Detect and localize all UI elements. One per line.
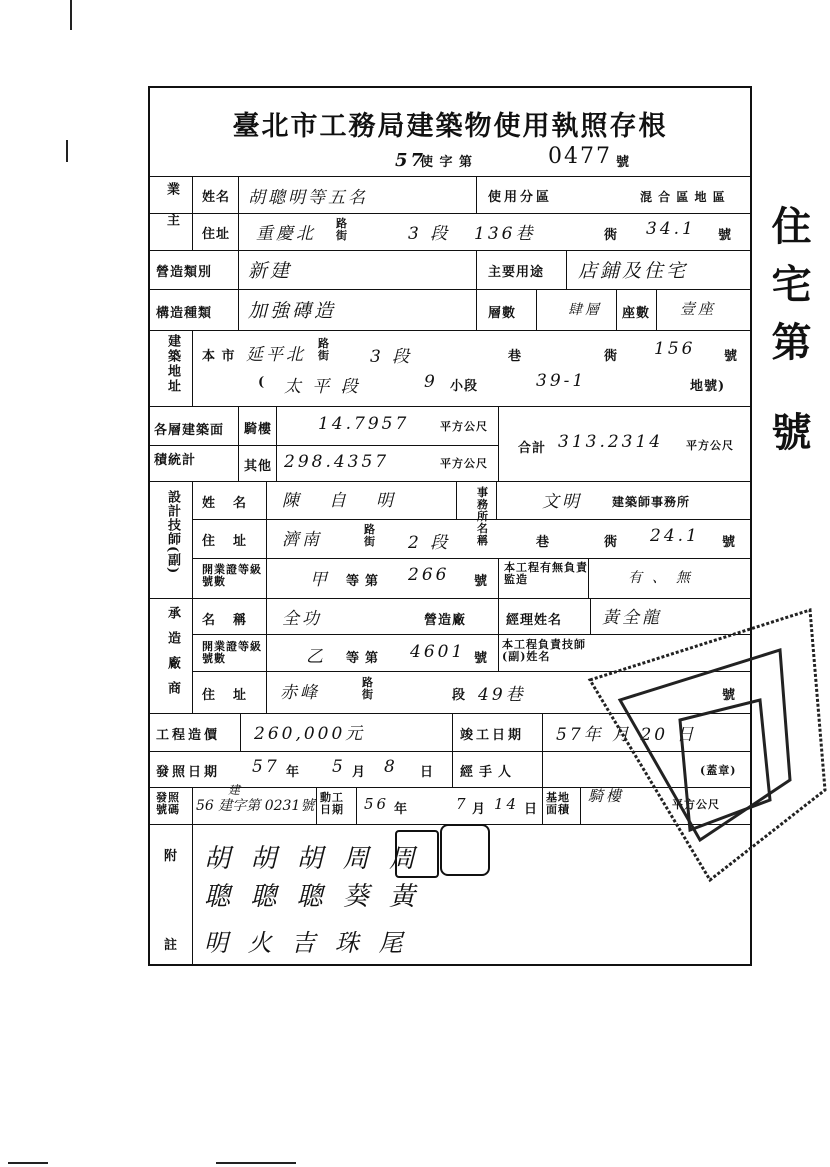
area-other-unit: 平方公尺 <box>440 457 488 470</box>
site-num: 156 <box>654 339 696 359</box>
site-paren: ( <box>258 375 266 390</box>
site-sec: 3 段 <box>370 347 413 367</box>
cost-value: 260,000元 <box>254 724 366 744</box>
base-area-unit: 平方公尺 <box>672 798 720 811</box>
site-sub-num: 9 <box>424 372 438 392</box>
contractor-lane: 49巷 <box>478 685 526 705</box>
use-zone-label: 使用分區 <box>488 190 553 205</box>
designer-addr-label: 住址 <box>202 534 265 549</box>
contractor-section-label: 承造廠商 <box>165 606 180 706</box>
designer-resp-value: 有、無 <box>628 570 700 586</box>
designer-name: 陳自明 <box>282 491 423 511</box>
start-month: 7 <box>456 795 469 813</box>
designer-section-label: 設計技師(副) <box>165 490 180 575</box>
issue-day: 8 <box>384 757 398 777</box>
designer-num: 24.1 <box>650 526 700 546</box>
designer-num-suffix: 號 <box>722 535 737 550</box>
firm-value: 文明 <box>542 492 582 512</box>
structure-label: 構造種類 <box>156 306 213 321</box>
owner-num: 34.1 <box>646 219 696 239</box>
owner-lane: 136巷 <box>474 224 536 244</box>
contractor-name-label: 名稱 <box>202 613 265 628</box>
contractor-lic-grade: 乙 <box>306 647 326 667</box>
contractor-num-suffix: 號 <box>722 688 737 703</box>
owner-num-suffix: 號 <box>718 228 733 243</box>
firm-suffix: 建築師事務所 <box>612 495 691 509</box>
seats-value: 壹座 <box>680 300 717 318</box>
designer-road-label: 路街 <box>364 523 376 548</box>
site-lot-suffix: 地號) <box>690 379 726 394</box>
cost-label: 工程造價 <box>156 728 221 743</box>
license-year: 57 <box>395 150 427 171</box>
structure-value: 加強磚造 <box>248 300 337 322</box>
designer-resp-label: 本工程有無負責監造 <box>504 561 588 586</box>
build-type-value: 新建 <box>248 260 293 282</box>
owner-sec: 3 段 <box>408 224 451 244</box>
area-other-label: 其他 <box>244 459 273 474</box>
scan-mark <box>66 140 68 162</box>
owner-name-label: 姓名 <box>202 190 231 205</box>
area-other-value: 298.4357 <box>284 452 390 472</box>
owner-alley-label: 衖 <box>604 228 619 243</box>
contractor-road-label: 路街 <box>362 676 374 701</box>
handler-seal-label: (蓋章) <box>700 764 737 777</box>
owner-road-label: 路街 <box>336 217 348 242</box>
base-area-value: 騎樓 <box>588 787 625 805</box>
permit-value: 56 建字第 0231號 <box>196 798 315 814</box>
handler-label: 經手人 <box>460 765 518 780</box>
permit-label: 發照號碼 <box>156 791 180 816</box>
start-year: 56 <box>364 795 390 813</box>
license-suffix: 號 <box>616 155 631 170</box>
remarks-line-3: 明 火 吉 珠 尾 <box>204 929 409 957</box>
tech-label: 本工程負責技師(副)姓名 <box>502 638 586 663</box>
contractor-sec: 段 <box>452 688 467 703</box>
site-lot: 39-1 <box>536 371 587 391</box>
site-sec-name: 太 平 段 <box>284 377 361 397</box>
contractor-lic-num: 4601 <box>410 642 466 662</box>
start-day-suffix: 日 <box>524 802 539 817</box>
scan-mark <box>70 0 72 30</box>
seats-label: 座數 <box>622 306 651 321</box>
issue-year: 57 <box>252 757 280 777</box>
remarks-line-2: 聰 聰 聰 葵 黃 <box>204 882 422 912</box>
handler-seal-icon <box>440 824 490 876</box>
area-label: 各層建築面積統計 <box>154 423 225 468</box>
site-road-label: 路街 <box>318 337 330 362</box>
area-total-label: 合計 <box>518 441 547 456</box>
floors-value: 肆層 <box>568 302 602 318</box>
start-day: 14 <box>494 795 520 813</box>
issue-month-suffix: 月 <box>352 765 367 780</box>
site-lane-label: 巷 <box>508 349 523 364</box>
designer-lic-suffix: 號 <box>474 574 489 589</box>
contractor-addr-label: 住址 <box>202 688 265 703</box>
remarks-label-top: 附 <box>164 849 179 864</box>
right-margin-text: 住宅第 號 <box>765 205 812 469</box>
start-label: 動工日期 <box>320 791 344 816</box>
issue-year-suffix: 年 <box>286 765 301 780</box>
issue-label: 發照日期 <box>156 765 221 780</box>
site-road: 延平北 <box>246 345 306 365</box>
designer-lic-mid: 等第 <box>346 574 385 589</box>
main-use-label: 主要用途 <box>488 265 545 280</box>
contractor-addr: 赤峰 <box>280 683 320 703</box>
scan-mark <box>8 1162 48 1164</box>
manager-label: 經理姓名 <box>506 613 563 628</box>
site-alley-label: 衖 <box>604 349 619 364</box>
contractor-name: 全功 <box>282 609 322 629</box>
designer-lic-label: 開業證等級號數 <box>202 563 262 588</box>
contractor-lic-label: 開業證等級號數 <box>202 640 262 665</box>
designer-lic-num: 266 <box>408 565 450 585</box>
area-main-value: 14.7957 <box>318 414 410 434</box>
area-total-value: 313.2314 <box>558 432 664 452</box>
designer-addr: 濟南 <box>282 530 322 550</box>
base-area-label: 基地面積 <box>546 791 570 816</box>
remarks-line-1: 胡 胡 胡 周 周 <box>204 844 422 874</box>
owner-addr-label: 住址 <box>202 227 231 242</box>
site-num-suffix: 號 <box>724 349 739 364</box>
designer-seal-icon <box>395 830 439 878</box>
firm-label: 事務所名稱 <box>477 486 489 547</box>
scan-mark <box>216 1162 296 1164</box>
site-label: 建築地址 <box>165 334 180 394</box>
area-main-label: 騎樓 <box>244 422 273 437</box>
site-prefix: 本 市 <box>202 349 236 364</box>
license-prefix: 使 字 第 <box>420 155 474 170</box>
owner-section-label: 業主 <box>164 182 179 244</box>
use-zone-value: 混 合 區 地 區 <box>640 190 726 204</box>
issue-day-suffix: 日 <box>420 765 435 780</box>
contractor-lic-suffix: 號 <box>474 651 489 666</box>
designer-lane: 巷 <box>536 535 551 550</box>
start-year-suffix: 年 <box>394 802 409 817</box>
owner-name: 胡聰明等五名 <box>248 188 368 208</box>
manager-value: 黃全龍 <box>602 608 662 628</box>
remarks-label-bottom: 註 <box>164 938 179 953</box>
done-value: 57年 月 20 日 <box>556 725 697 745</box>
form-title: 臺北市工務局建築物使用執照存根 <box>232 111 668 142</box>
permit-note: 建 <box>228 783 244 797</box>
area-total-unit: 平方公尺 <box>686 439 734 452</box>
designer-name-label: 姓名 <box>202 496 265 511</box>
contractor-name-suffix: 營造廠 <box>424 613 467 628</box>
start-month-suffix: 月 <box>472 802 487 817</box>
area-main-unit: 平方公尺 <box>440 420 488 433</box>
site-sub-label: 小段 <box>450 379 479 394</box>
issue-month: 5 <box>332 757 346 777</box>
main-use-value: 店鋪及住宅 <box>578 260 689 282</box>
license-number: 0477 <box>548 144 612 169</box>
owner-addr: 重慶北 <box>256 224 316 244</box>
designer-sec: 2 段 <box>408 533 451 553</box>
build-type-label: 營造類別 <box>156 265 213 280</box>
designer-lic-grade: 甲 <box>310 570 330 590</box>
designer-alley: 衖 <box>604 535 619 550</box>
done-label: 竣工日期 <box>460 728 525 743</box>
floors-label: 層數 <box>488 306 517 321</box>
contractor-lic-mid: 等第 <box>346 651 385 666</box>
